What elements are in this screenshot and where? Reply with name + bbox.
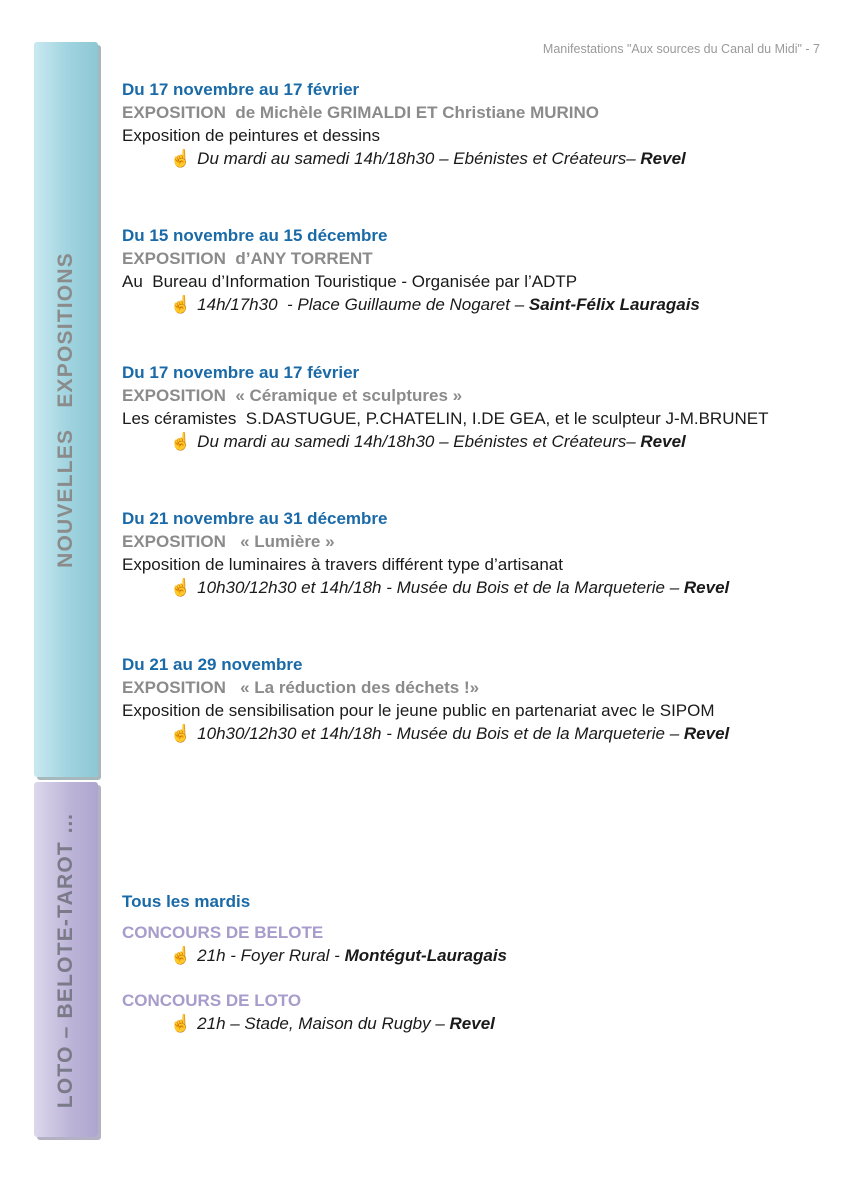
hand-pointer-icon: ☝ [170, 578, 192, 597]
weekly-section [122, 890, 830, 1035]
event-info-text: Du mardi au samedi 14h/18h30 – Ebénistes et Créateurs– [197, 432, 641, 451]
event-title: EXPOSITION d’ANY TORRENT [122, 249, 373, 268]
event-town: Revel [640, 432, 686, 451]
page-header: Manifestations "Aux sources du Canal du Midi" - 7 [542, 42, 820, 56]
event-info [122, 1012, 830, 1035]
event-description: Exposition de peintures et dessins [122, 126, 380, 145]
event-info [122, 722, 830, 745]
side-tab-loto-label: LOTO – BELOTE-TAROT … [54, 811, 77, 1108]
hand-pointer-icon: ☝ [170, 295, 192, 314]
event-info [122, 944, 830, 967]
event-info [122, 430, 830, 453]
side-tab-loto-belote-tarot [34, 782, 98, 1137]
hand-pointer-icon: ☝ [170, 724, 192, 743]
event-title: EXPOSITION « Lumière » [122, 532, 335, 551]
event-date: Du 21 novembre au 31 décembre [122, 509, 388, 528]
event-item [122, 653, 830, 745]
event-description: Exposition de luminaires à travers différent type d’artisanat [122, 555, 563, 574]
event-item [122, 224, 830, 316]
event-title: EXPOSITION « La réduction des déchets !» [122, 678, 480, 697]
event-date: Du 17 novembre au 17 février [122, 80, 360, 99]
event-town: Saint-Félix Lauragais [528, 295, 700, 314]
event-town: Revel [683, 578, 730, 597]
weekly-date: Tous les mardis [122, 892, 251, 911]
event-date: Du 21 au 29 novembre [122, 655, 303, 674]
event-item [122, 361, 830, 453]
hand-pointer-icon: ☝ [170, 432, 192, 451]
event-town: Revel [683, 724, 730, 743]
hand-pointer-icon: ☝ [170, 946, 192, 965]
event-town: Montégut-Lauragais [344, 946, 508, 965]
event-info-text: Du mardi au samedi 14h/18h30 – Ebénistes et Créateurs– [197, 149, 641, 168]
hand-pointer-icon: ☝ [170, 149, 192, 168]
event-info [122, 293, 830, 316]
event-date: Du 17 novembre au 17 février [122, 363, 360, 382]
event-title: EXPOSITION « Céramique et sculptures » [122, 386, 463, 405]
event-town: Revel [449, 1014, 495, 1033]
event-info-text: 21h – Stade, Maison du Rugby – [197, 1014, 450, 1033]
event-date: Du 15 novembre au 15 décembre [122, 226, 388, 245]
event-info [122, 576, 830, 599]
event-info-text: 14h/17h30 - Place Guillaume de Nogaret – [197, 295, 529, 314]
event-info-text: 10h30/12h30 et 14h/18h - Musée du Bois et de la Marqueterie – [197, 724, 684, 743]
event-description: Au Bureau d’Information Touristique - Organisée par l’ADTP [122, 272, 578, 291]
side-tab-expositions [34, 42, 98, 777]
event-item [122, 507, 830, 599]
event-town: Revel [640, 149, 686, 168]
event-title: CONCOURS DE BELOTE [122, 923, 324, 942]
event-title: CONCOURS DE LOTO [122, 991, 302, 1010]
event-description: Les céramistes S.DASTUGUE, P.CHATELIN, I.DE GEA, et le sculpteur J-M.BRUNET [122, 409, 769, 428]
event-item [122, 78, 830, 170]
event-info-text: 21h - Foyer Rural - [197, 946, 345, 965]
event-title: EXPOSITION de Michèle GRIMALDI ET Christiane MURINO [122, 103, 600, 122]
event-info [122, 147, 830, 170]
event-description: Exposition de sensibilisation pour le jeune public en partenariat avec le SIPOM [122, 701, 715, 720]
event-info-text: 10h30/12h30 et 14h/18h - Musée du Bois et de la Marqueterie – [197, 578, 684, 597]
side-tab-expositions-label: NOUVELLES EXPOSITIONS [54, 251, 77, 568]
hand-pointer-icon: ☝ [170, 1014, 192, 1033]
